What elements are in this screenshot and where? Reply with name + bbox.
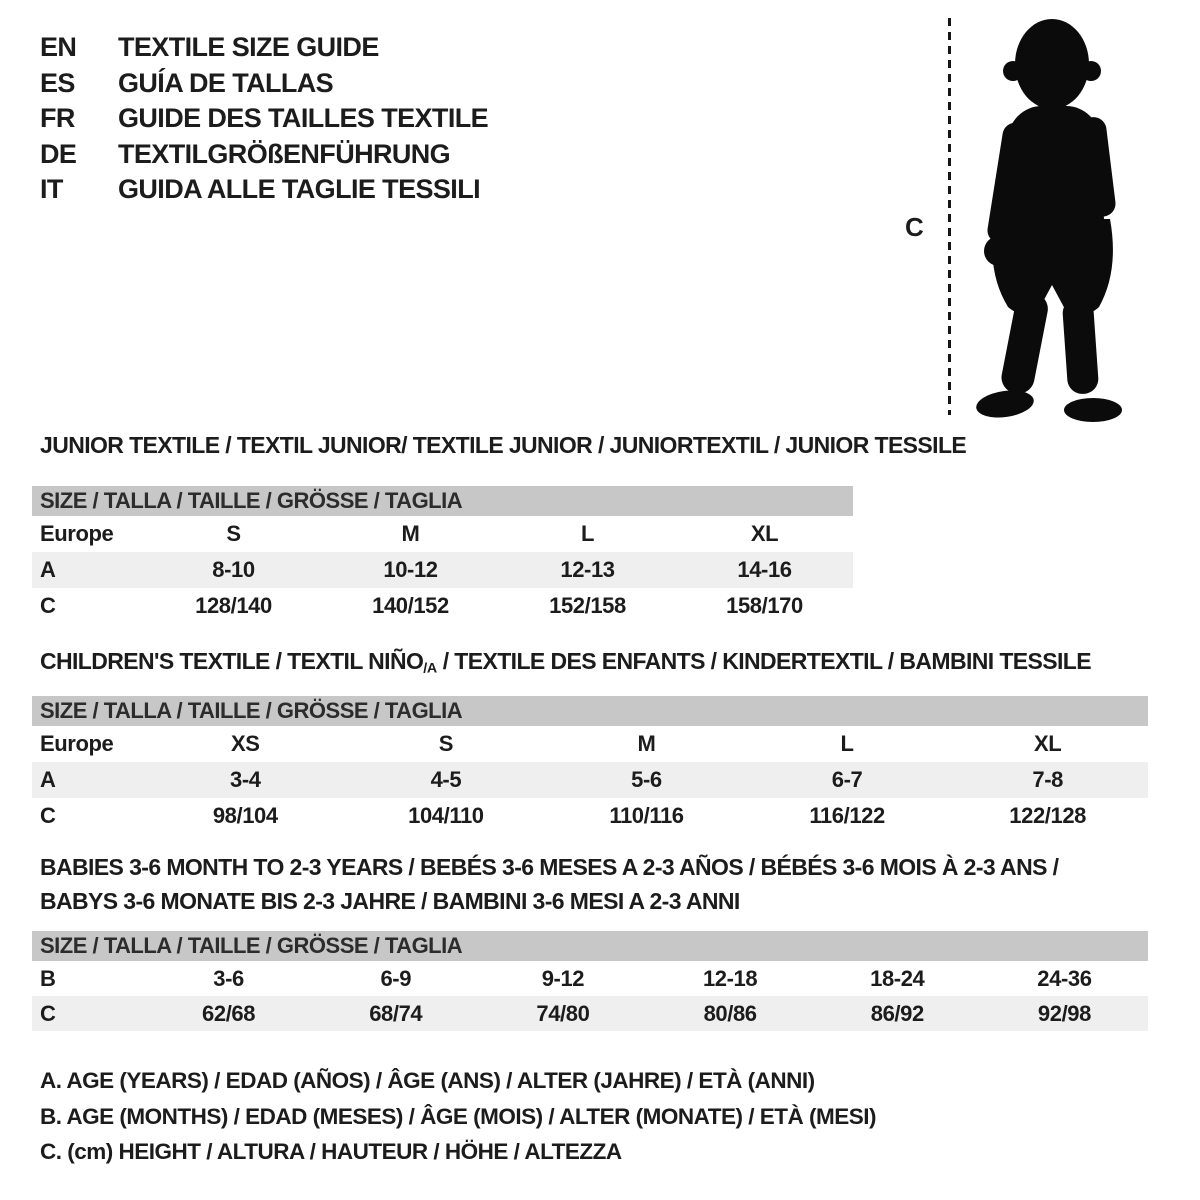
lang-line-es	[40, 66, 488, 102]
size-bar-label: SIZE / TALLA / TAILLE / GRÖSSE / TAGLIA	[40, 933, 463, 958]
junior-header-row	[32, 516, 853, 552]
table-cell: 110/116	[609, 802, 684, 828]
table-cell: 5-6	[631, 766, 662, 792]
junior-row-a	[32, 552, 853, 588]
children-section-title	[32, 648, 1148, 677]
lang-title: GUIDA ALLE TAGLIE TESSILI	[118, 174, 480, 205]
table-cell: 8-10	[212, 557, 255, 582]
lang-code: FR	[40, 103, 75, 134]
junior-section-title: JUNIOR TEXTILE / TEXTIL JUNIOR/ TEXTILE JUNIOR / JUNIORTEXTIL / JUNIOR TESSILE	[40, 432, 967, 458]
height-measure-label: C	[905, 212, 924, 242]
column-header: S	[438, 730, 454, 756]
table-cell: 80/86	[703, 1000, 757, 1026]
table-cell: 3-6	[213, 965, 244, 991]
legend-line-c: C. (cm) HEIGHT / ALTURA / HAUTEUR / HÖHE / ALTEZZA	[40, 1139, 622, 1164]
column-header: L	[840, 730, 854, 756]
lang-line-fr	[40, 101, 488, 137]
babies-row-c	[32, 996, 1148, 1031]
lang-line-en	[40, 30, 488, 66]
table-cell: 14-16	[737, 557, 792, 582]
column-header: S	[226, 521, 241, 546]
column-header: XL	[1034, 730, 1062, 756]
lang-code: DE	[40, 138, 77, 169]
lang-title: TEXTILE SIZE GUIDE	[118, 32, 379, 63]
column-header: XS	[231, 730, 260, 756]
table-cell: 74/80	[536, 1000, 590, 1026]
table-cell: 122/128	[1009, 802, 1087, 828]
junior-row-c	[32, 588, 853, 624]
column-header: Europe	[40, 521, 114, 546]
row-label: C	[40, 593, 56, 618]
junior-section	[32, 432, 967, 624]
table-cell: 116/122	[809, 802, 885, 828]
children-header-row	[32, 726, 1148, 762]
table-cell: 62/68	[202, 1000, 256, 1026]
legend-line-a: A. AGE (YEARS) / EDAD (AÑOS) / ÂGE (ANS) / ALTER (JAHRE) / ETÀ (ANNI)	[40, 1068, 815, 1093]
column-header: XL	[750, 521, 779, 546]
lang-title: GUIDE DES TAILLES TEXTILE	[118, 103, 489, 134]
children-size-bar	[32, 696, 1148, 726]
table-cell: 104/110	[408, 802, 484, 828]
language-header	[40, 30, 488, 208]
babies-title-line1: BABIES 3-6 MONTH TO 2-3 YEARS / BEBÉS 3-6 MESES A 2-3 AÑOS / BÉBÉS 3-6 MOIS À 2-3 ANS /	[40, 854, 1059, 880]
table-cell: 18-24	[870, 965, 925, 991]
table-cell: 10-12	[383, 557, 438, 582]
table-cell: 12-18	[702, 965, 758, 991]
height-dashed-line	[948, 18, 951, 415]
table-cell: 4-5	[430, 766, 462, 792]
row-label: A	[40, 766, 56, 792]
table-cell: 9-12	[541, 965, 585, 991]
babies-size-bar	[32, 931, 1148, 961]
table-cell: 68/74	[369, 1000, 423, 1026]
table-cell: 128/140	[195, 593, 272, 618]
column-header: M	[401, 521, 420, 546]
table-cell: 7-8	[1032, 766, 1063, 792]
table-cell: 152/158	[549, 593, 626, 618]
lang-code: IT	[40, 174, 63, 205]
legend	[40, 1063, 876, 1170]
children-row-c	[32, 798, 1148, 834]
legend-line-b: B. AGE (MONTHS) / EDAD (MESES) / ÂGE (MOIS) / ALTER (MONATE) / ETÀ (MESI)	[40, 1103, 876, 1129]
lang-code: ES	[40, 67, 75, 98]
babies-title-line2: BABYS 3-6 MONATE BIS 2-3 JAHRE / BAMBINI 3-6 MESI A 2-3 ANNI	[40, 888, 740, 914]
children-section	[32, 648, 1148, 834]
size-bar-label: SIZE / TALLA / TAILLE / GRÖSSE / TAGLIA	[40, 488, 463, 513]
lang-title: TEXTILGRÖßENFÜHRUNG	[118, 138, 451, 169]
children-title-post: / TEXTILE DES ENFANTS / KINDERTEXTIL / BAMBINI TESSILE	[436, 648, 1092, 674]
column-header: Europe	[40, 730, 114, 756]
table-cell: 140/152	[372, 593, 449, 618]
table-cell: 98/104	[212, 802, 278, 828]
table-cell: 3-4	[229, 766, 261, 792]
table-cell: 92/98	[1037, 1000, 1091, 1026]
column-header: M	[637, 730, 656, 756]
toddler-silhouette-icon	[962, 14, 1142, 424]
height-measure-figure	[895, 8, 1155, 428]
size-bar-label: SIZE / TALLA / TAILLE / GRÖSSE / TAGLIA	[40, 697, 463, 723]
junior-size-bar	[32, 486, 853, 516]
table-cell: 6-7	[831, 766, 863, 792]
row-label: B	[40, 965, 56, 991]
children-title-pre: CHILDREN'S TEXTILE / TEXTIL NIÑO	[40, 648, 424, 674]
lang-line-de	[40, 137, 488, 173]
children-row-a	[32, 762, 1148, 798]
babies-row-b	[32, 961, 1148, 996]
babies-section	[32, 850, 1148, 1031]
row-label: A	[40, 557, 56, 582]
table-cell: 12-13	[560, 557, 615, 582]
table-cell: 6-9	[380, 965, 412, 991]
lang-title: GUÍA DE TALLAS	[118, 67, 334, 98]
table-cell: 86/92	[870, 1000, 924, 1026]
children-title-sub: /A	[423, 660, 437, 677]
lang-line-it	[40, 172, 488, 208]
column-header: L	[580, 521, 595, 546]
table-cell: 24-36	[1037, 965, 1092, 991]
lang-code: EN	[40, 32, 77, 63]
babies-section-title	[32, 850, 1148, 918]
row-label: C	[40, 1000, 56, 1026]
row-label: C	[40, 802, 56, 828]
table-cell: 158/170	[726, 593, 803, 618]
